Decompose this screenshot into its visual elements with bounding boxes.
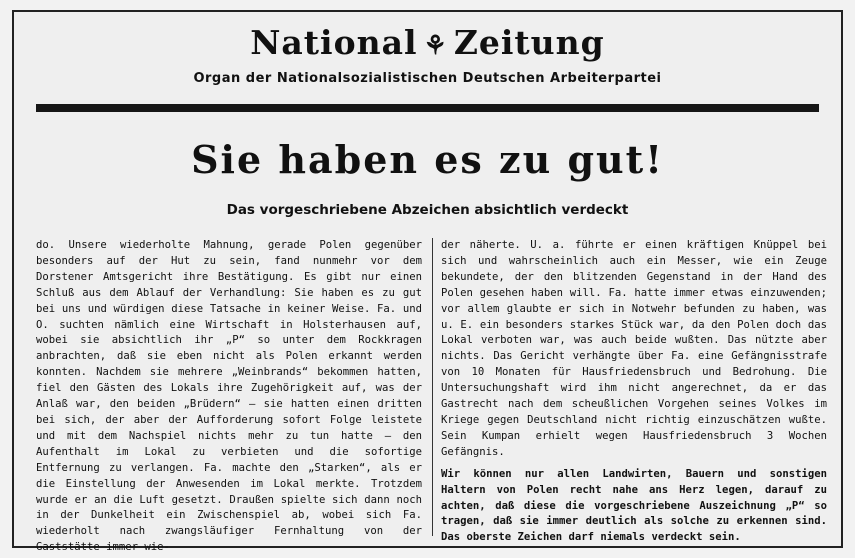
title-left: National <box>250 23 418 62</box>
article-headline: Sie haben es zu gut! <box>191 137 664 182</box>
masthead-emblem-icon: ⚘ <box>423 31 448 61</box>
title-right: Zeitung <box>453 23 605 62</box>
masthead-subtitle: Organ der Nationalsozialistischen Deutschen Arbeiterpartei <box>193 71 662 86</box>
newspaper-title <box>14 24 841 65</box>
article-column-right <box>437 238 827 544</box>
right-column-text: der näherte. U. a. führte er einen kräftigen Knüppel bei sich und wahrscheinlich auch ein Messer, wie ein Zeuge bekundete, der den blitzenden Gegenstand in der Hand des Polen gesehen haben will. Fa. hatte immer etwas einzuwenden; vor allem glaubte er sich in Notwehr befunden zu haben, was u. E. ein besonders starkes Stück war, da den Polen doch das Lokal verboten war, was auch beide wußten. Das nützte aber nichts. Das Gericht verhängte über Fa. eine Gefängnisstrafe von 10 Monaten für Hausfriedensbruch und Bedrohung. Die Untersuchungshaft wird ihm nicht angerechnet, da er das Gastrecht nach dem scheußlichen Vorgehen seines Volkes im Kriege gegen Deutschland nicht richtig einzuschätzen wußte. Sein Kumpan erhielt wegen Hausfriedensbruch 3 Wochen Gefängnis. <box>440 239 827 458</box>
column-divider <box>432 238 433 536</box>
masthead <box>14 24 841 86</box>
left-column-text: do. Unsere wiederholte Mahnung, gerade Polen gegenüber besonders auf der Hut zu sein, fand nunmehr vor dem Dorstener Amtsgericht ihre Bestätigung. Es gibt nur einen Schluß aus dem Ablauf der Verhandlung: Sie haben es zu gut bei uns und würdigen diese Tatsache in keiner Weise. Fa. und O. suchten nämlich eine Wirtschaft in Holsterhausen auf, wobei sie absichtlich ihr „P“ so unter dem Rockkragen anbrachten, daß sie eben nicht als Polen erkannt werden konnten. Nachdem sie mehrere „Weinbrands“ bekommen hatten, fiel den Gästen des Lokals ihre Zugehörigkeit auf, was der Anlaß war, den beiden „Brüdern“ — sie hatten einen dritten bei sich, der aber der Aufforderung sofort Folge leistete und mit dem Nachspiel nichts mehr zu tun hatte — den Aufenthalt im Lokal zu verbieten und die sofortige Entfernung zu verlangen. Fa. machte den „Starken“, als er die Einstellung der Anwesenden im Lokal merkte. Trotzdem wurde er an die Luft gesetzt. Draußen spielte sich dann noch in der Dunkelheit ein Zwischenspiel ab, wobei sich Fa. wiederholt nach zwangsläufiger Fernhaltung von der Gaststätte immer wie- <box>36 239 423 554</box>
newspaper-page <box>12 10 843 554</box>
article-column-left <box>36 238 428 554</box>
closing-paragraph: Wir können nur allen Landwirten, Bauern und sonstigen Haltern von Polen recht nahe ans Herz legen, darauf zu achten, daß diese die vorgeschriebene Auszeichnung „P“ so tragen, daß sie immer deutlich als solche zu erkennen sind. Das oberste Zeichen darf niemals verdeckt sein. <box>440 467 827 544</box>
masthead-divider <box>36 104 819 112</box>
article-subheadline: Das vorgeschriebene Abzeichen absichtlich verdeckt <box>226 202 629 218</box>
article-body <box>36 238 827 554</box>
